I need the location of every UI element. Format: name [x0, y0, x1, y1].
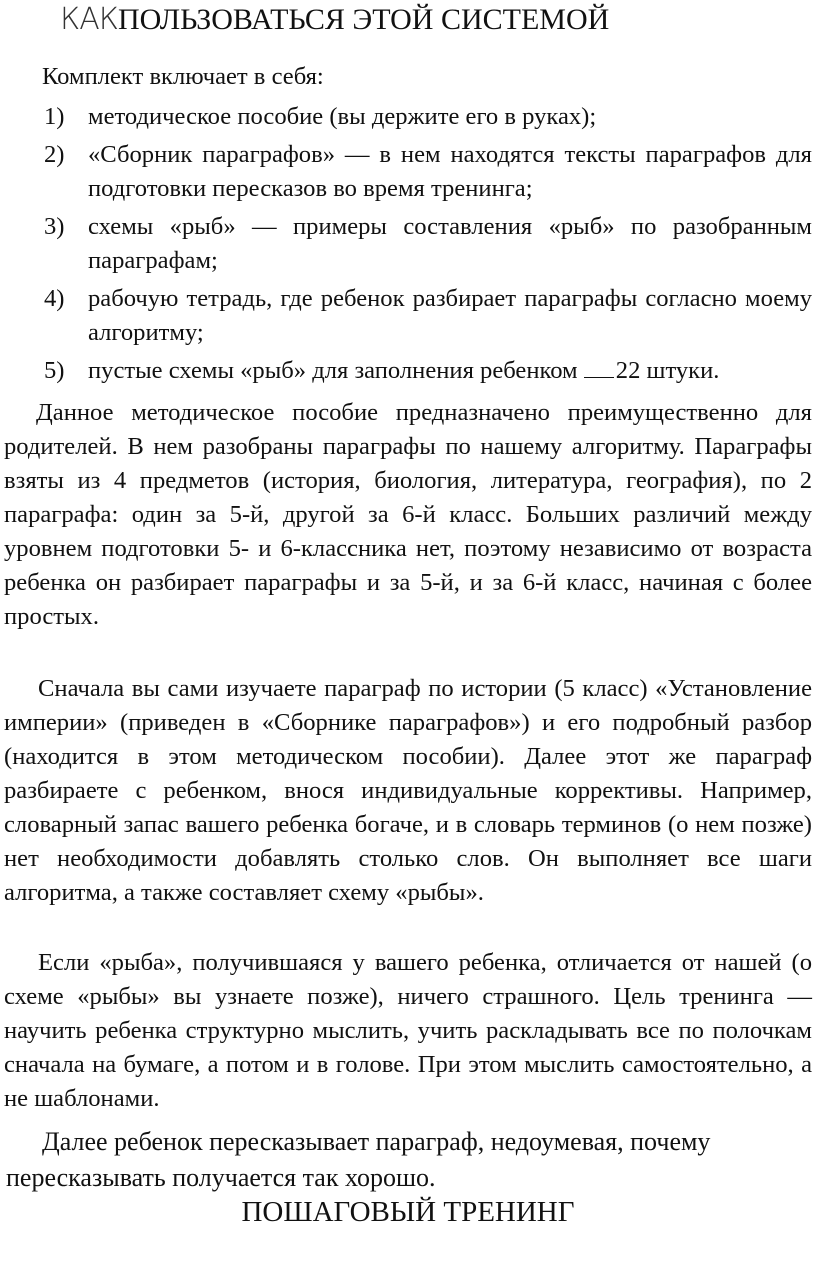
- list-item-text: схемы «рыб» — примеры составления «рыб» по разобранным параграфам;: [88, 213, 812, 274]
- list-item-number: 2): [44, 141, 65, 168]
- list-item-text: рабочую тетрадь, где ребенок разбирает параграфы согласно моему алгоритму;: [88, 285, 812, 346]
- heading-part-2: ПОЛЬЗОВАТЬСЯ ЭТОЙ СИСТЕМОЙ: [117, 3, 610, 36]
- list-item-text: «Сборник параграфов» — в нем находятся тексты параграфов для подготовки пересказов во время тренинга;: [88, 141, 812, 202]
- list-item: [0, 282, 812, 350]
- heading-part-1: КАК: [60, 2, 118, 37]
- list-item: [0, 138, 812, 206]
- kit-intro: Комплект включает в себя:: [42, 63, 324, 90]
- list-item-number: 1): [44, 103, 65, 130]
- section-heading: [60, 2, 609, 37]
- list-item-number: 3): [44, 213, 65, 240]
- blank-line: [584, 359, 614, 378]
- paragraph: Сначала вы сами изучаете параграф по истории (5 класс) «Установление империи» (приведен в «Сборнике параграфов») и его подробный разбор (находится в этом методическом пособии). Далее этот же параграф разбираете с ребенком, внося индивидуальные коррективы. Например, словарный запас вашего ребенка богаче, и в словарь терминов (о нем позже) нет необходимости добавлять столько слов. Он выполняет все шаги алгоритма, а также составляет схему «рыбы».: [4, 675, 812, 906]
- paragraph: Данное методическое пособие предназначено преимущественно для родителей. В нем разобраны параграфы по нашему алгоритму. Параграфы взяты из 4 предметов (история, биология, литература, география), по 2 параграфа: один за 5-й, другой за 6-й класс. Больших различий между уровнем подготовки 5- и 6-классника нет, поэтому независимо от возраста ребенка он разбирает параграфы и за 5-й, и за 6-й класс, начиная с более простых.: [4, 399, 812, 630]
- list-item: [0, 210, 812, 278]
- kit-list: [0, 100, 812, 392]
- list-item: [0, 354, 812, 388]
- next-section-heading: ПОШАГОВЫЙ ТРЕНИНГ: [241, 1196, 575, 1228]
- paragraph: Если «рыба», получившаяся у вашего ребенка, отличается от нашей (о схеме «рыбы» вы узнаете позже), ничего страшного. Цель тренинга — научить ребенка структурно мыслить, учить раскладывать все по полочкам сначала на бумаге, а потом и в голове. При этом мыслить самостоятельно, а не шаблонами.: [4, 949, 812, 1112]
- list-item-text: методическое пособие (вы держите его в руках);: [88, 103, 597, 130]
- list-item-text-end: 22 штуки.: [615, 357, 720, 384]
- list-item-number: 5): [44, 357, 65, 384]
- list-item-text: пустые схемы «рыб» для заполнения ребенком: [88, 357, 584, 384]
- paragraph: Далее ребенок пересказывает параграф, недоумевая, почему пересказывать получается так хорошо.: [6, 1127, 711, 1192]
- list-item-number: 4): [44, 285, 65, 312]
- list-item: [0, 100, 812, 134]
